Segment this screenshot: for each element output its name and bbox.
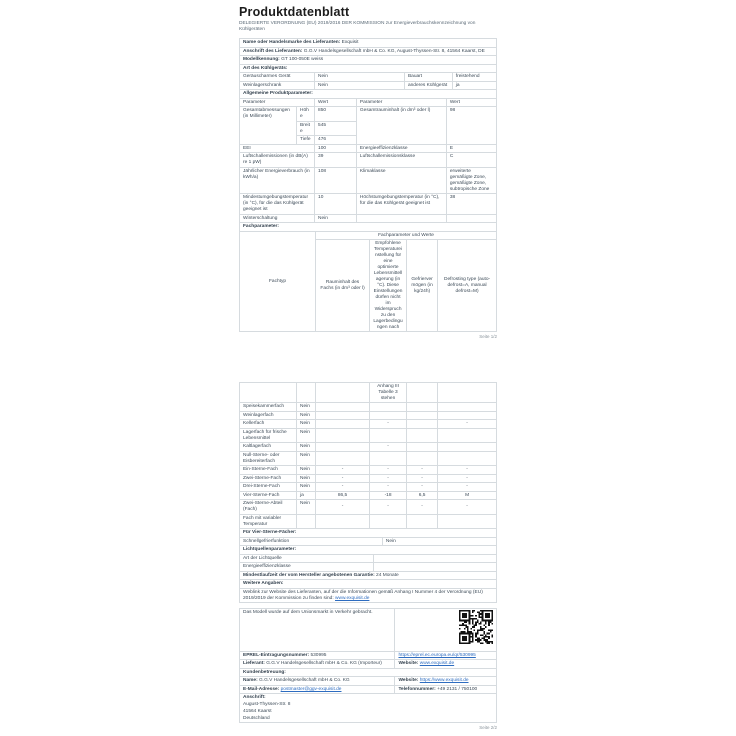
table-row <box>240 588 497 602</box>
param-cell: Mindestumgebungstemperatur (in °C), für die das Kühlgerät geeignet ist <box>240 194 315 214</box>
param-cell: Jährlicher Energieverbrauch (in kWh/a) <box>240 167 315 193</box>
volume-column-header: Rauminhalt des Fachs (in dm³ oder l) <box>316 240 370 332</box>
table-row <box>240 420 497 428</box>
defrost-cell <box>438 403 497 411</box>
compartment-label: Vier-Sterne-Fach <box>240 491 297 499</box>
capacity-cell: - <box>407 500 438 514</box>
volume-cell <box>316 428 370 442</box>
dimension-value: 850 <box>315 107 357 121</box>
volume-cell <box>316 514 370 528</box>
param-cell: Bauart <box>404 73 452 81</box>
compartment-label: Fach mit variabler Temperatur <box>240 514 297 528</box>
care-name-label: Name: <box>243 678 258 684</box>
present-cell: Nein <box>297 403 316 411</box>
column-header: Parameter <box>356 98 446 106</box>
value-cell: Nein <box>315 73 405 81</box>
market-note-cell: Das Modell wurde auf dem Unionsmarkt in Verkehr gebracht. <box>240 609 395 652</box>
present-cell <box>297 514 316 528</box>
table-row <box>240 500 497 514</box>
value-cell: 108 <box>315 167 357 193</box>
page-footer: Seite 2/2 <box>479 725 497 731</box>
present-cell: Nein <box>297 474 316 482</box>
care-name-value: G.G.V Handelsgesellschaft mbH & Co. KG <box>259 678 350 684</box>
type-table <box>239 72 497 90</box>
eprel-link-cell <box>395 651 497 659</box>
guarantee-value: 24 Monate <box>376 572 399 578</box>
table-row <box>240 685 497 693</box>
present-cell: Nein <box>297 443 316 451</box>
supplier-weblink[interactable]: www.exquisit.de <box>335 595 370 601</box>
volume-value: 98 <box>446 107 496 144</box>
compartment-label <box>240 383 297 403</box>
defrost-cell <box>438 411 497 419</box>
column-header: Wert <box>446 98 496 106</box>
temperature-cell <box>370 403 407 411</box>
dimension-key: Tiefe <box>297 136 315 144</box>
temperature-cell: - <box>370 483 407 491</box>
table-row <box>240 47 497 55</box>
dimension-key: Breite <box>297 121 315 135</box>
defrost-cell: M <box>438 491 497 499</box>
defrost-cell <box>438 451 497 465</box>
general-parameters-table <box>239 98 497 223</box>
param-cell: Klimaklasse <box>356 167 446 193</box>
capacity-cell <box>407 411 438 419</box>
value-cell: 10 <box>315 194 357 214</box>
compartment-label: Lagerfach für frische Lebensmittel <box>240 428 297 442</box>
capacity-cell <box>407 428 438 442</box>
temperature-cell: - <box>370 420 407 428</box>
supplier-name-value: Exquisit <box>341 40 359 46</box>
value-cell: Nein <box>315 81 405 89</box>
compartment-label: Null-Sterne- oder Eisbereiterfach <box>240 451 297 465</box>
table-row <box>240 651 497 659</box>
website-link[interactable]: www.exquisit.de <box>419 661 455 667</box>
capacity-cell <box>407 403 438 411</box>
address-line: August-Thyssen-Str. 8 <box>243 701 291 707</box>
temperature-cell: - <box>370 500 407 514</box>
compartment-header-table <box>239 231 497 333</box>
param-cell: Luftschallemissionsklasse <box>356 153 446 167</box>
param-cell: Geräuscharmes Gerät <box>240 73 315 81</box>
dimension-key: Höhe <box>297 107 315 121</box>
value-cell: Nein <box>382 537 496 545</box>
email-cell <box>240 685 395 693</box>
regulation-subtitle: DELEGIERTE VERORDNUNG (EU) 2019/2016 DER KOMMISSION zur Energieverbrauchskennzeichnung von Kühlgeräten <box>239 21 476 33</box>
capacity-cell: - <box>407 474 438 482</box>
capacity-cell <box>407 383 438 403</box>
eprel-cell <box>240 651 395 659</box>
value-cell: erweiterte gemäßigte Zone, gemäßigte Zone, subtropische Zone <box>446 167 496 193</box>
supplier-row-label: Lieferant: <box>243 661 265 667</box>
table-row <box>240 167 497 193</box>
temperature-cell <box>370 451 407 465</box>
volume-cell: - <box>316 466 370 474</box>
temperature-cell: - <box>370 474 407 482</box>
care-website-link[interactable]: https://www.exquisit.de <box>419 678 469 684</box>
table-row <box>240 660 497 668</box>
volume-cell <box>316 420 370 428</box>
table-row <box>240 428 497 442</box>
param-cell: Energieeffizienzklasse <box>356 144 446 152</box>
compartment-label: Kaltlagerfach <box>240 443 297 451</box>
group-header: Fachparameter und Werte <box>316 231 497 239</box>
address-line: Deutschland <box>243 715 270 721</box>
capacity-cell <box>407 514 438 528</box>
param-cell: Höchstumgebungstemperatur (in °C), für die das Kühlgerät geeignet ist <box>356 194 446 214</box>
eprel-link[interactable]: https://eprel.ec.europa.eu/qr/530995 <box>398 652 476 658</box>
page-1 <box>239 0 497 339</box>
present-cell: Nein <box>297 466 316 474</box>
table-row <box>240 609 497 652</box>
general-section-heading: Allgemeine Produktparameter: <box>240 90 497 98</box>
compartment-label: Speisekammerfach <box>240 403 297 411</box>
temperature-cell: -18 <box>370 491 407 499</box>
dimension-value: 476 <box>315 136 357 144</box>
volume-cell <box>316 451 370 465</box>
temperature-cell: - <box>370 466 407 474</box>
weblink-cell <box>240 588 497 602</box>
column-header: Wert <box>315 98 357 106</box>
page-footer: Seite 1/2 <box>479 334 497 340</box>
table-row <box>240 56 497 64</box>
model-label: Modellkennung: <box>243 57 280 63</box>
page-title: Produktdatenblatt <box>239 5 350 19</box>
table-row <box>240 474 497 482</box>
table-row <box>240 571 497 579</box>
guarantee-label: Mindestlaufzeit der vom Hersteller angebotenen Garantie: <box>243 572 375 578</box>
website-label: Website: <box>398 661 419 667</box>
param-cell: anderes Kühlgerät <box>404 81 452 89</box>
volume-cell <box>316 403 370 411</box>
present-cell <box>297 383 316 403</box>
value-cell: 100 <box>315 144 357 152</box>
defrost-cell <box>438 383 497 403</box>
temperature-cell <box>370 428 407 442</box>
table-row <box>240 514 497 528</box>
defrost-cell <box>438 443 497 451</box>
qr-code <box>459 610 493 644</box>
phone-label: Telefonnummer: <box>398 686 436 692</box>
volume-cell <box>316 411 370 419</box>
table-row <box>240 144 497 152</box>
present-cell: Nein <box>297 451 316 465</box>
table-row <box>240 451 497 465</box>
defrost-cell <box>438 428 497 442</box>
phone-value: +49 2131 / 750100 <box>437 686 478 692</box>
capacity-cell: - <box>407 466 438 474</box>
volume-cell: - <box>316 500 370 514</box>
defrost-cell: - <box>438 474 497 482</box>
table-row <box>240 580 497 588</box>
value-cell: C <box>446 153 496 167</box>
present-cell: Nein <box>297 483 316 491</box>
present-cell: ja <box>297 491 316 499</box>
compartment-label: Drei-Sterne-Fach <box>240 483 297 491</box>
value-cell: Nein <box>315 214 357 222</box>
table-row <box>240 677 497 685</box>
value-cell: ja <box>452 81 496 89</box>
temperature-header-continued: Anhang III Tabelle 3 stehen <box>370 383 407 403</box>
temperature-cell <box>370 411 407 419</box>
care-name-cell <box>240 677 395 685</box>
email-link[interactable]: postmaster@ggv-exquisit.de <box>280 686 342 692</box>
defrost-cell: - <box>438 500 497 514</box>
table-row <box>240 107 497 121</box>
capacity-column-header: Gefriervermögen (in kg/24h) <box>407 240 438 332</box>
volume-cell: - <box>316 474 370 482</box>
care-website-label: Website: <box>398 678 419 684</box>
present-cell: Nein <box>297 411 316 419</box>
supplier-address-cell <box>240 47 497 55</box>
param-cell: Energieeffizienzklasse <box>240 563 374 571</box>
capacity-cell <box>407 443 438 451</box>
table-row <box>240 153 497 167</box>
address-line: 41564 Kaarst <box>243 708 272 714</box>
param-cell: Art der Lichtquelle <box>240 554 374 562</box>
volume-cell <box>316 443 370 451</box>
address-heading: Anschrift: <box>243 694 266 700</box>
model-value: GT 100-050E weiss <box>281 57 324 63</box>
four-star-heading: Für Vier-Sterne-Fächer: <box>240 529 497 537</box>
defrost-column-header: Defrosting type (auto-defrost=A, manual defrost=M) <box>438 240 497 332</box>
capacity-cell: 6,5 <box>407 491 438 499</box>
registration-table <box>239 608 497 723</box>
table-row <box>240 73 497 81</box>
defrost-cell: - <box>438 466 497 474</box>
supplier-address-value: G.G.V Handelsgesellschaft mbH & Co. KG, August-Thyssen-Str. 8, 41564 Kaarst, DE <box>303 48 485 54</box>
email-label: E-Mail-Adresse: <box>243 686 280 692</box>
value-cell: 39 <box>315 153 357 167</box>
supplier-name-cell <box>240 39 497 47</box>
light-table <box>239 554 497 572</box>
table-row <box>240 483 497 491</box>
supplier-table <box>239 38 497 73</box>
temperature-cell: - <box>370 443 407 451</box>
dimension-value: 545 <box>315 121 357 135</box>
capacity-cell <box>407 451 438 465</box>
compartment-label: Zwei-Sterne-Fach <box>240 474 297 482</box>
page-2 <box>239 382 497 730</box>
present-cell: Nein <box>297 420 316 428</box>
capacity-cell <box>407 420 438 428</box>
param-cell: Winterschaltung <box>240 214 315 222</box>
light-section-heading: Lichtquellenparameter: <box>240 546 497 554</box>
customer-care-heading: Kundenbetreuung: <box>240 668 497 676</box>
phone-cell <box>395 685 497 693</box>
table-row <box>240 491 497 499</box>
param-cell: Luftschallemissionen (in dB(A) re 1 pW) <box>240 153 315 167</box>
table-row <box>240 554 497 562</box>
supplier-row-value: G.G.V Handelsgesellschaft mbH & Co. KG (Importeur) <box>266 661 382 667</box>
dimensions-label: Gesamtabmessungen (in Millimeter) <box>240 107 297 144</box>
defrost-cell <box>438 514 497 528</box>
defrost-cell: - <box>438 483 497 491</box>
table-row <box>240 443 497 451</box>
volume-cell <box>316 383 370 403</box>
compartment-section-heading: Fachparameter: <box>240 223 497 231</box>
volume-label: Gesamtrauminhalt (in dm³ oder l) <box>356 107 446 144</box>
table-row <box>240 98 497 106</box>
address-cell <box>240 693 497 722</box>
table-row <box>240 411 497 419</box>
website-cell <box>395 660 497 668</box>
weblink-label: Weblink zur Website des Lieferanten, auf der die Informationen gemäß Anhang I Nummer 4 der Verordnung (EU) 2019/2019 der Kommission zu finden sind: <box>243 589 483 601</box>
volume-cell: 86,5 <box>316 491 370 499</box>
guarantee-cell <box>240 571 497 579</box>
value-cell <box>373 554 496 562</box>
care-website-cell <box>395 677 497 685</box>
value-cell: 38 <box>446 194 496 214</box>
temperature-cell <box>370 514 407 528</box>
compartment-label: Weinlagerfach <box>240 411 297 419</box>
guarantee-table <box>239 571 497 603</box>
model-cell <box>240 56 497 64</box>
capacity-cell: - <box>407 483 438 491</box>
value-cell: freistehend <box>452 73 496 81</box>
qr-cell <box>395 609 497 652</box>
value-cell: E <box>446 144 496 152</box>
param-cell: Weinlagerschrank <box>240 81 315 89</box>
supplier-name-label: Name oder Handelsmarke des Lieferanten: <box>243 40 341 46</box>
table-row <box>240 466 497 474</box>
table-row <box>240 693 497 722</box>
table-row <box>240 194 497 214</box>
eprel-value: 530995 <box>310 652 327 658</box>
table-row <box>240 231 497 239</box>
fachtyp-header: Fachtyp <box>240 231 316 332</box>
supplier-address-label: Anschrift des Lieferanten: <box>243 48 303 54</box>
present-cell: Nein <box>297 500 316 514</box>
table-row <box>240 39 497 47</box>
param-cell: EEI <box>240 144 315 152</box>
supplier-row-cell <box>240 660 395 668</box>
type-section-heading: Art des Kühlgeräts: <box>240 64 497 72</box>
compartment-label: Ein-Sterne-Fach <box>240 466 297 474</box>
volume-cell: - <box>316 483 370 491</box>
temperature-column-header: Empfohlene Temperatureinstellung für eine optimierte Lebensmittellagerung (in °C). Diese Einstellungen dürfen nicht im Widerspruch zu den Lagerbedingungen nach <box>370 240 407 332</box>
compartment-label: Kellerfach <box>240 420 297 428</box>
eprel-label: EPREL-Eintragungsnummer: <box>243 652 310 658</box>
present-cell: Nein <box>297 428 316 442</box>
table-row <box>240 403 497 411</box>
more-info-heading: Weitere Angaben: <box>240 580 497 588</box>
compartment-rows-table <box>239 382 497 529</box>
table-row <box>240 383 497 403</box>
column-header: Parameter <box>240 98 315 106</box>
defrost-cell: - <box>438 420 497 428</box>
param-cell: Schnellgefrierfunktion <box>240 537 383 545</box>
table-row <box>240 668 497 676</box>
compartment-label: Zwei-Sterne-Abteil (Fach) <box>240 500 297 514</box>
